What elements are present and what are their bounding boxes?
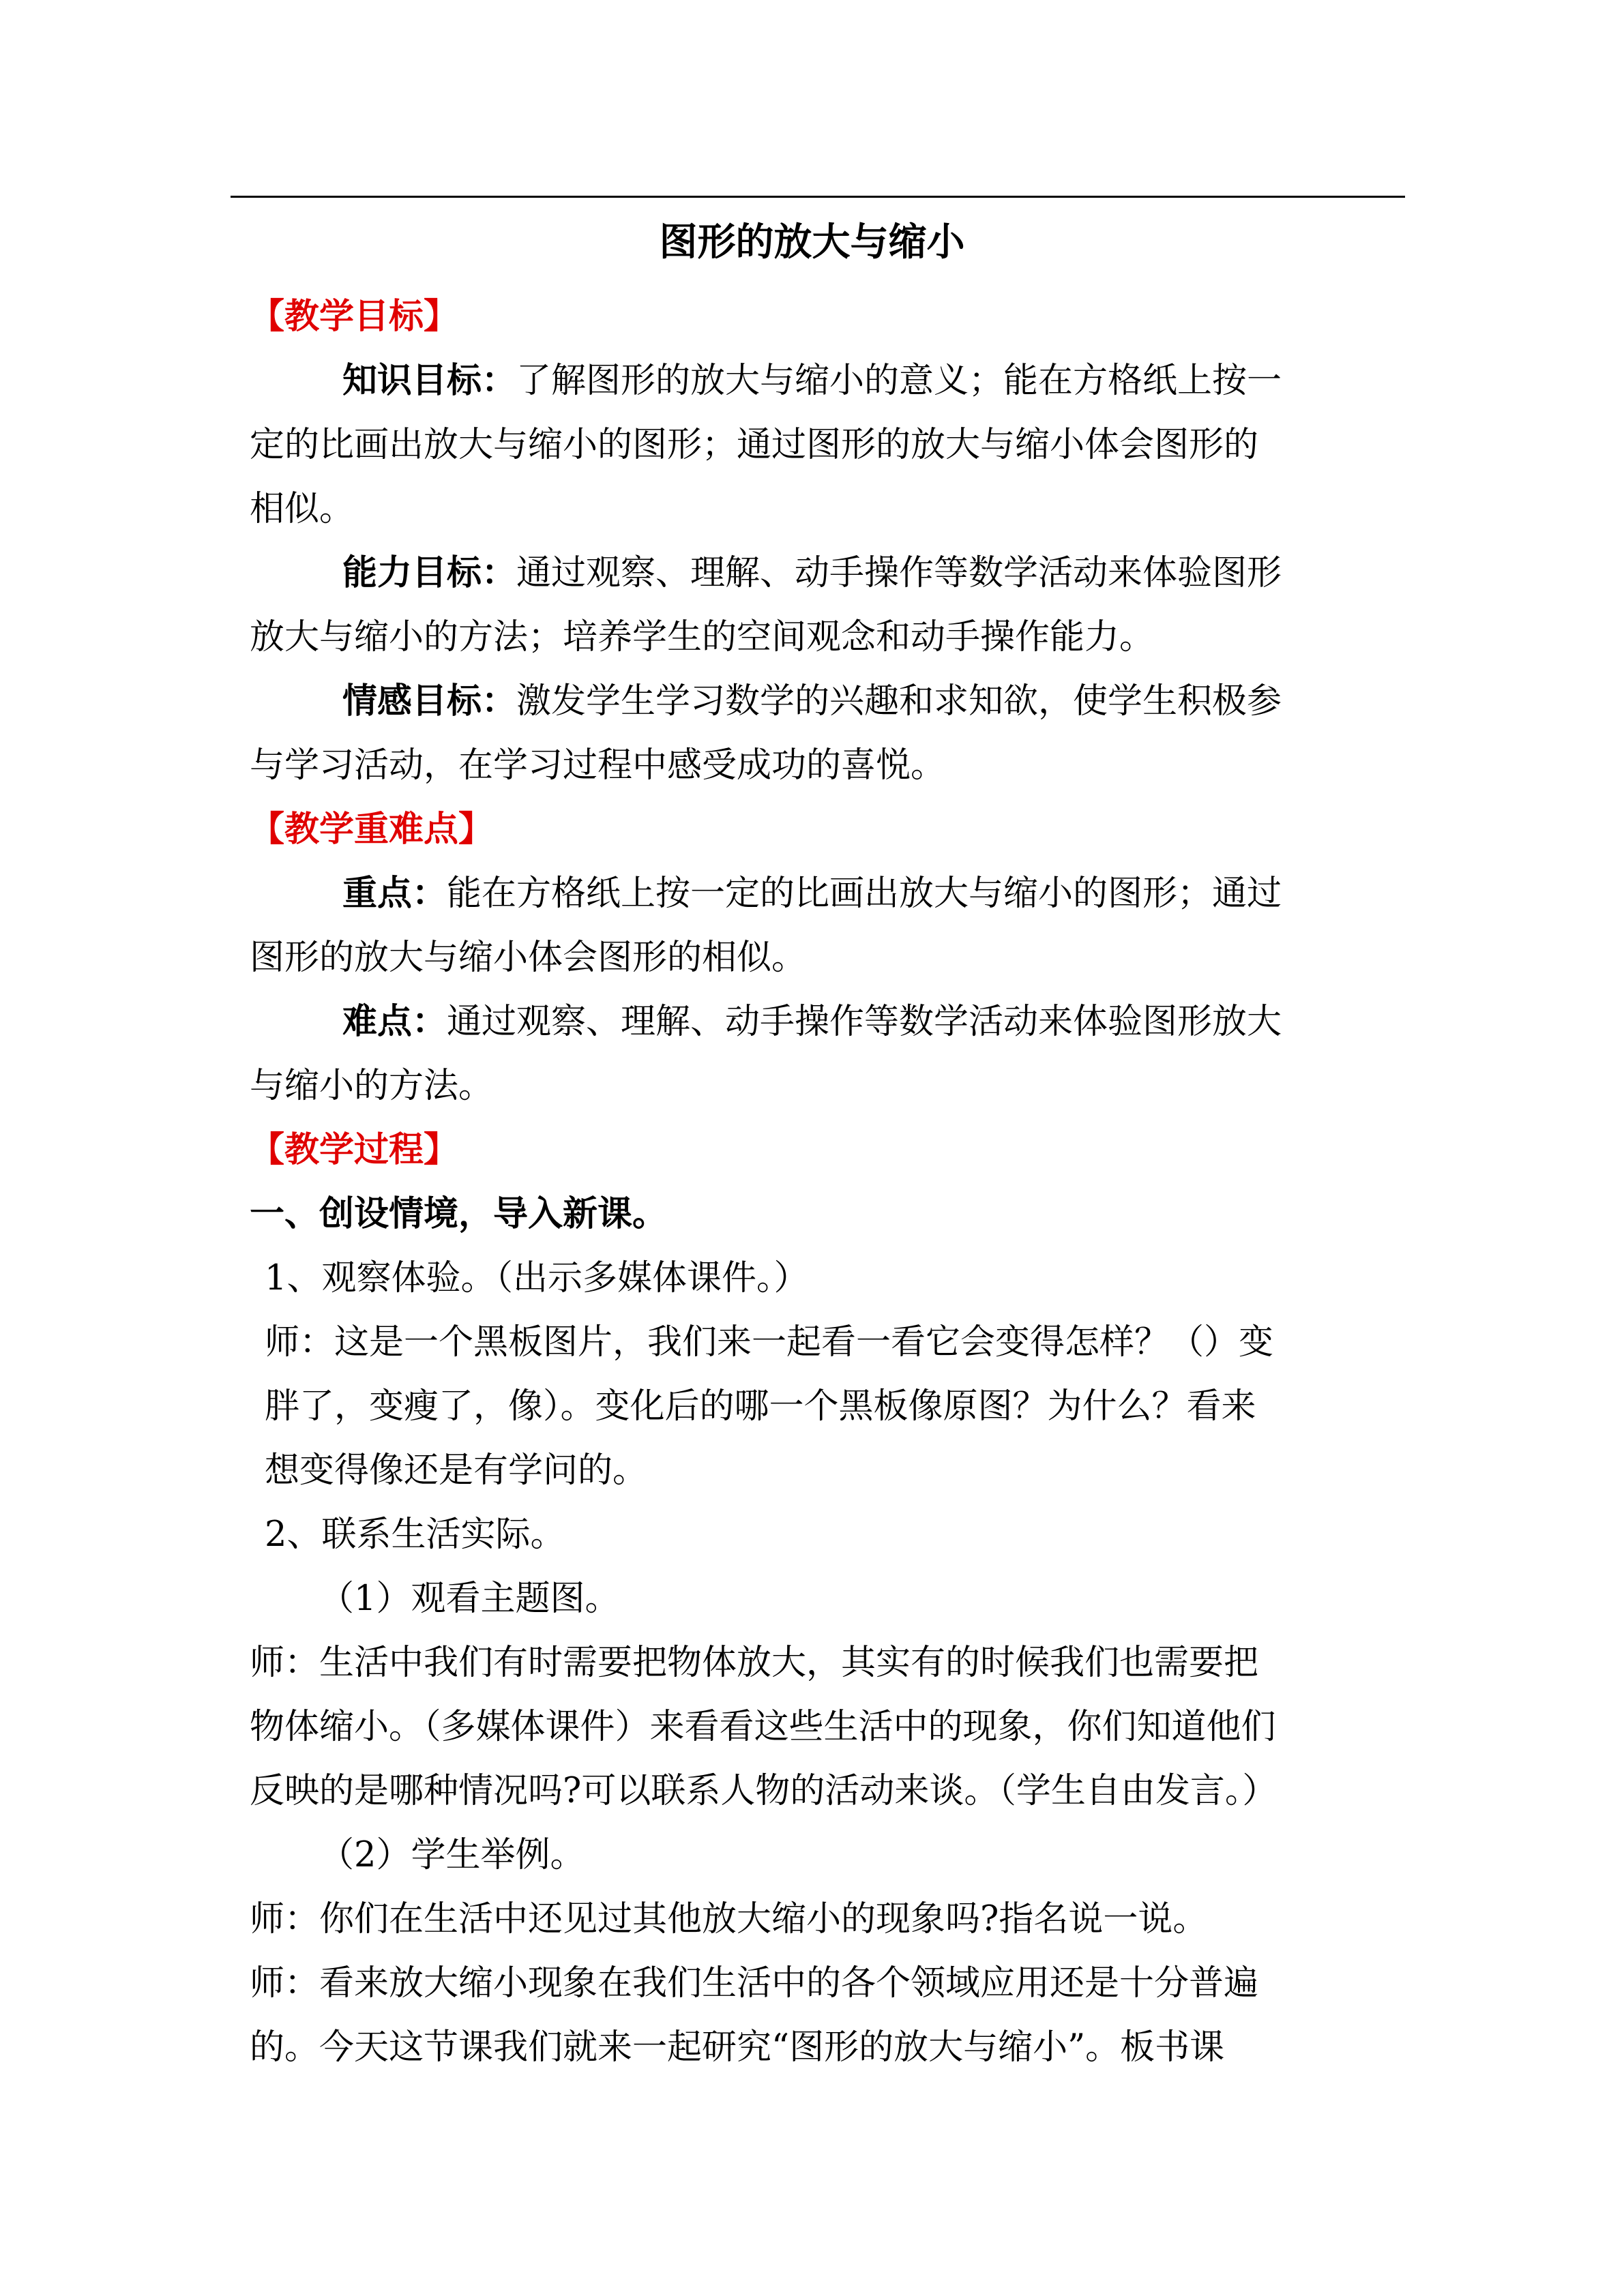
process-step-2: 2、联系生活实际。: [265, 1515, 565, 1555]
emotion-objective-line-2: 与学习活动，在学习过程中感受成功的喜悦。: [250, 745, 946, 786]
teacher-remark-2-line-2: 物体缩小。（多媒体课件）来看看这些生活中的现象，你们知道他们: [250, 1707, 1276, 1747]
emotion-objective-text-1: 激发学生学习数学的兴趣和求知欲，使学生积极参: [516, 681, 1282, 721]
ability-objective-text-1: 通过观察、理解、动手操作等数学活动来体验图形: [516, 553, 1282, 593]
teacher-remark-1-line-1: 师：这是一个黑板图片，我们来一起看一看它会变得怎样？（）变: [265, 1322, 1274, 1362]
teacher-remark-1-line-3: 想变得像还是有学问的。: [265, 1450, 648, 1491]
ability-objective-label: 能力目标：: [342, 553, 517, 593]
teacher-remark-1-line-2: 胖了，变瘦了，像）。变化后的哪一个黑板像原图？为什么？看来: [265, 1386, 1256, 1427]
key-point-text-1: 能在方格纸上按一定的比画出放大与缩小的图形；通过: [447, 874, 1282, 914]
key-point-line-2: 图形的放大与缩小体会图形的相似。: [250, 938, 807, 978]
process-step-1: 1、观察体验。（出示多媒体课件。）: [265, 1258, 809, 1298]
key-point-label: 重点：: [342, 874, 447, 914]
process-substep-1: （1）观看主题图。: [319, 1579, 620, 1619]
process-part1-title: 一、创设情境，导入新课。: [250, 1194, 668, 1234]
section-heading-process: 【教学过程】: [250, 1130, 459, 1170]
section-heading-objectives: 【教学目标】: [250, 297, 459, 337]
ability-objective-line-1: [250, 541, 1389, 606]
knowledge-objective-label: 知识目标：: [342, 361, 517, 401]
difficulty-text-1: 通过观察、理解、动手操作等数学活动来体验图形放大: [447, 1002, 1282, 1042]
knowledge-objective-line-1: [250, 349, 1389, 413]
ability-objective-line-2: 放大与缩小的方法；培养学生的空间观念和动手操作能力。: [250, 617, 1155, 657]
difficulty-line-1: [250, 990, 1389, 1054]
emotion-objective-label: 情感目标：: [342, 681, 517, 721]
knowledge-objective-line-2: 定的比画出放大与缩小的图形；通过图形的放大与缩小体会图形的: [250, 425, 1259, 465]
knowledge-objective-line-3: 相似。: [250, 489, 355, 529]
key-point-line-1: [250, 862, 1389, 926]
teacher-remark-2-line-1: 师：生活中我们有时需要把物体放大，其实有的时候我们也需要把: [250, 1643, 1259, 1683]
difficulty-line-2: 与缩小的方法。: [250, 1066, 494, 1106]
difficulty-label: 难点：: [342, 1002, 447, 1042]
document-body: [250, 285, 1389, 2080]
teacher-remark-2-line-3: 反映的是哪种情况吗?可以联系人物的活动来谈。（学生自由发言。）: [250, 1771, 1278, 1811]
teacher-remark-4-line-2: 的。今天这节课我们就来一起研究“图形的放大与缩小”。板书课: [250, 2027, 1225, 2068]
teacher-remark-4-line-1: 师：看来放大缩小现象在我们生活中的各个领域应用还是十分普遍: [250, 1963, 1259, 2003]
emotion-objective-line-1: [250, 670, 1389, 734]
knowledge-objective-text-1: 了解图形的放大与缩小的意义；能在方格纸上按一: [516, 361, 1282, 401]
teacher-remark-3: 师：你们在生活中还见过其他放大缩小的现象吗?指名说一说。: [250, 1899, 1208, 1939]
header-rule: [231, 196, 1405, 198]
process-substep-2: （2）学生举例。: [319, 1835, 585, 1875]
section-heading-key-points: 【教学重难点】: [250, 809, 494, 850]
page-title: 图形的放大与缩小: [659, 220, 965, 265]
